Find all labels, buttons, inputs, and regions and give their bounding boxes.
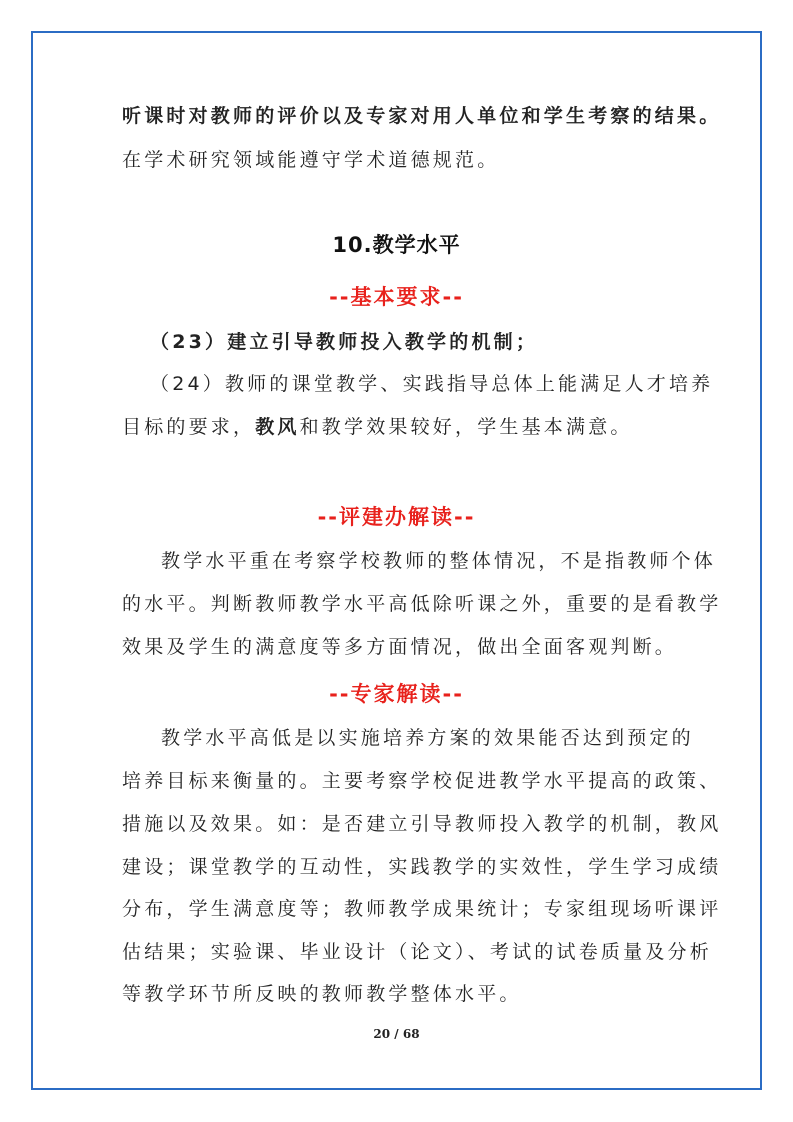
requirement-24-line-2 (122, 418, 633, 437)
expert-paragraph-line: 措施以及效果。如：是否建立引导教师投入教学的机制，教风 (122, 813, 722, 835)
requirement-23: （23）建立引导教师投入教学的机制； (150, 331, 539, 353)
office-paragraph-line: 的水平。判断教师教学水平高低除听课之外，重要的是看教学 (122, 593, 722, 615)
requirement-24-text-c: 和教学效果较好，学生基本满意。 (299, 416, 633, 438)
office-interpretation-heading: --评建办解读-- (317, 505, 476, 529)
expert-paragraph-line: 建设；课堂教学的互动性，实践教学的实效性，学生学习成绩 (122, 856, 722, 878)
expert-interpretation-heading: --专家解读-- (329, 682, 464, 706)
continuation-line-2: 在学术研究领域能遵守学术道德规范。 (122, 149, 500, 171)
page-number: 20 / 68 (373, 1027, 420, 1041)
expert-paragraph-line: 等教学环节所反映的教师教学整体水平。 (122, 983, 522, 1005)
expert-paragraph-line: 培养目标来衡量的。主要考察学校促进教学水平提高的政策、 (122, 770, 722, 792)
expert-paragraph-line: 估结果；实验课、毕业设计（论文）、考试的试卷质量及分析 (122, 941, 712, 963)
office-paragraph-line: 教学水平重在考察学校教师的整体情况，不是指教师个体 (161, 550, 717, 572)
requirement-24-text-a: 目标的要求， (122, 416, 256, 438)
continuation-line-1: 听课时对教师的评价以及专家对用人单位和学生考察的结果。 (122, 105, 722, 127)
expert-paragraph-line: 分布，学生满意度等；教师教学成果统计；专家组现场听课评 (122, 898, 722, 920)
office-paragraph-line: 效果及学生的满意度等多方面情况，做出全面客观判断。 (122, 636, 678, 658)
requirement-24-text-bold: 教风 (255, 416, 300, 438)
expert-paragraph-line: 教学水平高低是以实施培养方案的效果能否达到预定的 (161, 727, 694, 749)
section-title: 10.教学水平 (332, 233, 461, 257)
requirement-24-line-1: （24）教师的课堂教学、实践指导总体上能满足人才培养 (150, 373, 714, 395)
basic-requirements-heading: --基本要求-- (329, 285, 464, 309)
